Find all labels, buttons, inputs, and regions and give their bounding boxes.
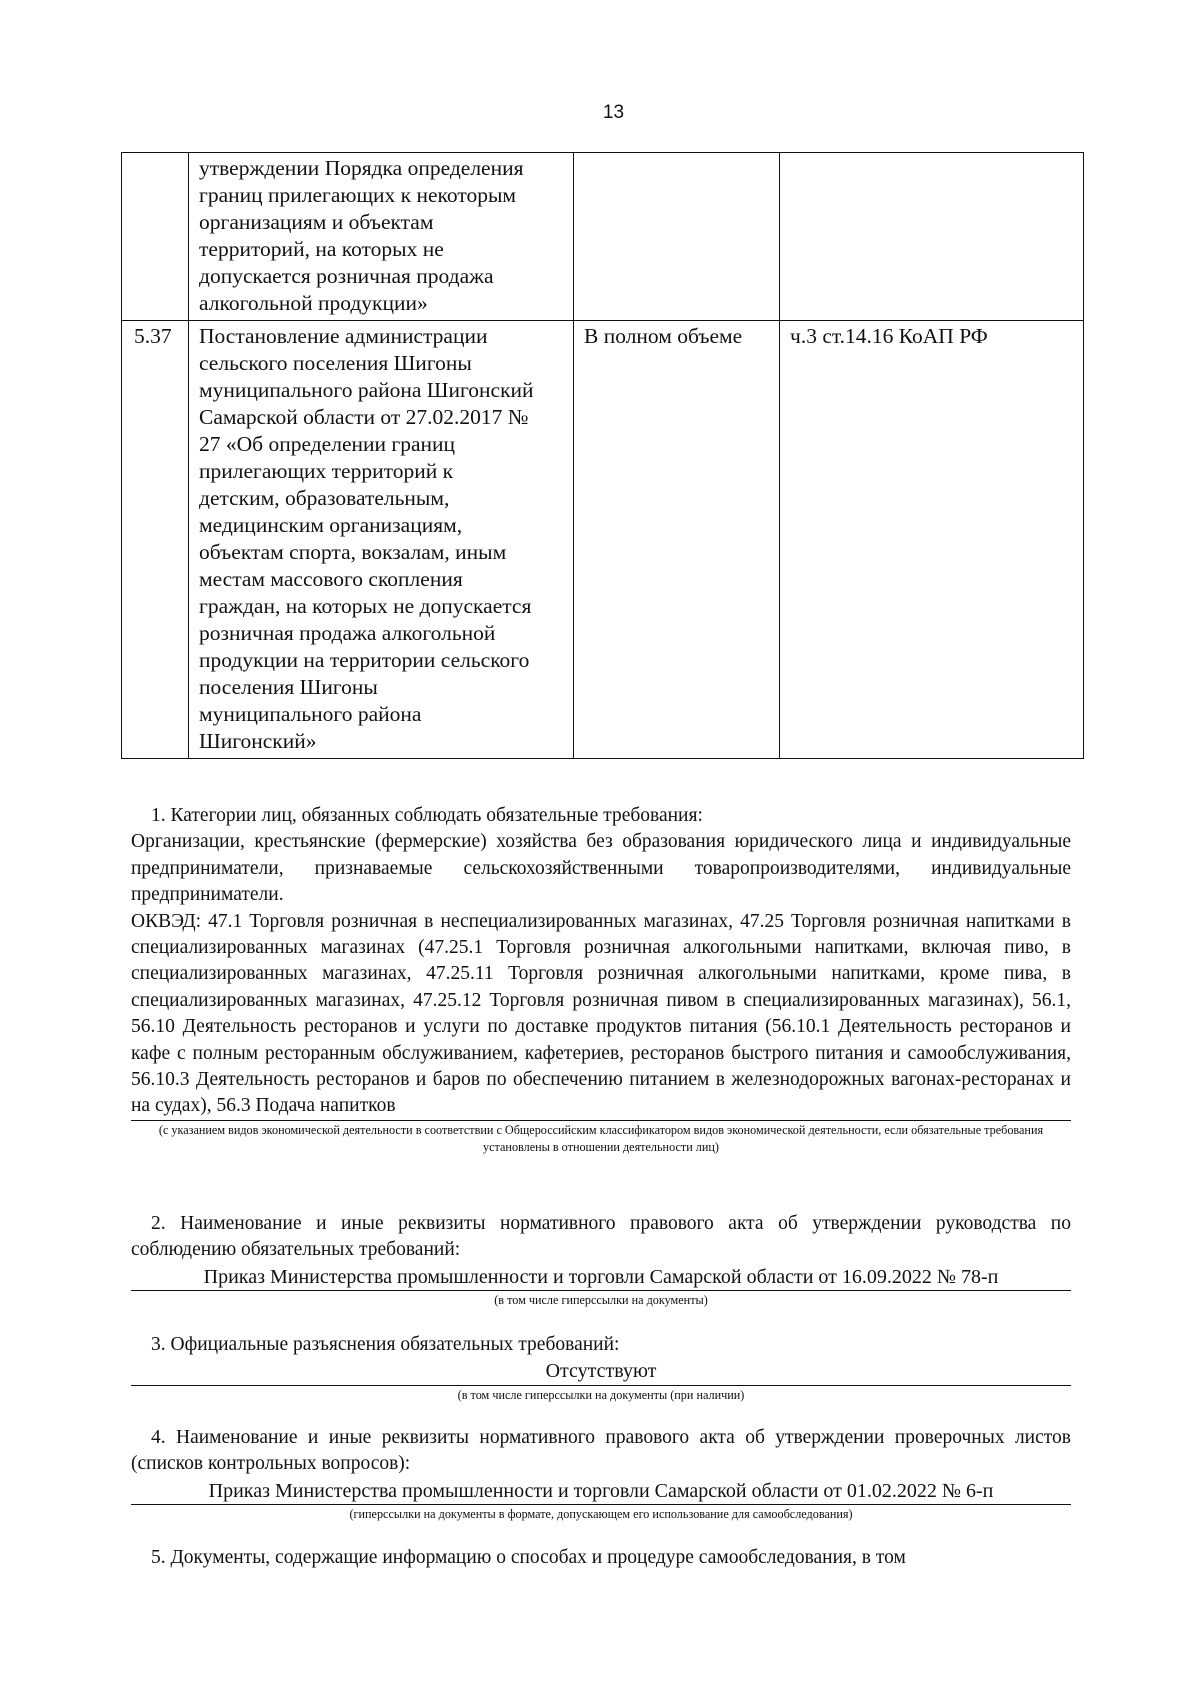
legal-act-line: детским, образовательным, (199, 486, 450, 510)
page-number: 13 (602, 102, 625, 123)
legal-act-line: продукции на территории сельского (199, 648, 530, 672)
row-number: 5.37 (122, 321, 189, 759)
legal-act-line: Шигонский» (199, 729, 317, 753)
section-4 (131, 1425, 1071, 1523)
legal-act-line: границ прилегающих к некоторым (199, 183, 516, 207)
table-row (122, 321, 1084, 759)
liability-cell: ч.3 ст.14.16 КоАП РФ (780, 321, 1084, 759)
legal-act-line: прилегающих территорий к (199, 459, 454, 483)
legal-act-cell (189, 321, 574, 759)
section-4-value: Приказ Министерства промышленности и торговли Самарской области от 01.02.2022 № 6-п (131, 1478, 1071, 1505)
section-3-heading: 3. Официальные разъяснения обязательных требований: (151, 1334, 620, 1355)
legal-act-line: организациям и объектам (199, 210, 434, 234)
legal-act-line: утверждении Порядка определения (199, 156, 524, 180)
section-5 (131, 1545, 1071, 1571)
scope-cell: В полном объеме (574, 321, 780, 759)
legal-act-line: 27 «Об определении границ (199, 432, 456, 456)
legal-act-line: граждан, на которых не допускается (199, 594, 532, 618)
section-1-heading: 1. Категории лиц, обязанных соблюдать обязательные требования: (151, 805, 703, 826)
section-4-heading: 4. Наименование и иные реквизиты нормативного правового акта об утверждении проверочных листов (списков контрольных вопросов): (131, 1427, 1071, 1475)
row-number (122, 153, 189, 321)
legal-act-line: медицинским организациям, (199, 513, 463, 537)
legal-act-line: объектам спорта, вокзалам, иным (199, 540, 507, 564)
legal-act-line: розничная продажа алкогольной (199, 621, 496, 645)
requirements-table (121, 152, 1084, 759)
section-5-heading: 5. Документы, содержащие информацию о способах и процедуре самообследования, в том (151, 1547, 906, 1568)
section-3 (131, 1332, 1071, 1404)
legal-act-line: сельского поселения Шигоны (199, 351, 472, 375)
table-row (122, 153, 1084, 321)
section-2-heading: 2. Наименование и иные реквизиты нормативного правового акта об утверждении руководства по соблюдению обязательных требований: (131, 1213, 1071, 1261)
legal-act-line: местам массового скопления (199, 567, 463, 591)
legal-act-cell (189, 153, 574, 321)
liability-cell (780, 153, 1084, 321)
persons-categories: Организации, крестьянские (фермерские) хозяйства без образования юридического лица и индивидуальные предприниматели, признаваемые сельскохозяйственными товаропроизводителями, индивидуальные предприниматели. (131, 831, 1071, 906)
section-1-filled-value (131, 829, 1071, 1120)
section-1 (131, 803, 1071, 1156)
section-3-value: Отсутствуют (131, 1358, 1071, 1385)
section-1-note: (с указанием видов экономической деятельности в соответствии с Общероссийским классификатором видов экономической деятельности, если обязательные требования установлены в отношении деятельности лиц) (158, 1122, 1044, 1154)
section-2-note: (в том числе гиперссылки на документы) (494, 1293, 708, 1308)
legal-act-line: Самарской области от 27.02.2017 № (199, 405, 529, 429)
legal-act-line: муниципального района (199, 702, 422, 726)
section-2-value: Приказ Министерства промышленности и торговли Самарской области от 16.09.2022 № 78-п (131, 1264, 1071, 1291)
legal-act-line: Постановление администрации (199, 324, 488, 348)
legal-act-line: алкогольной продукции» (199, 291, 428, 315)
legal-act-line: территорий, на которых не (199, 237, 444, 261)
section-4-note: (гиперссылки на документы в формате, допускающем его использование для самообследования) (349, 1507, 853, 1522)
legal-act-line: поселения Шигоны (199, 675, 378, 699)
scope-cell (574, 153, 780, 321)
legal-act-line: муниципального района Шигонский (199, 378, 534, 402)
legal-act-line: допускается розничная продажа (199, 264, 494, 288)
okved-codes: ОКВЭД: 47.1 Торговля розничная в неспециализированных магазинах, 47.25 Торговля розничная напитками в специализированных магазинах (47.25.1 Торговля розничная алкогольными напитками, включая пиво, в специализированных магазинах, 47.25.11 Торговля розничная алкогольными напитками, кроме пива, в специализированных магазинах, 47.25.12 Торговля розничная пивом в специализированных магазинах), 56.1, 56.10 Деятельность ресторанов и услуги по доставке продуктов питания (56.10.1 Деятельность ресторанов и кафе с полным ресторанным обслуживанием, кафетериев, ресторанов быстрого питания и самообслуживания, 56.10.3 Деятельность ресторанов и баров по обеспечению питанием в железнодорожных вагонах-ресторанах и на судах), 56.3 Подача напитков (131, 910, 1071, 1117)
section-3-note: (в том числе гиперссылки на документы (при наличии) (457, 1387, 745, 1402)
section-2 (131, 1211, 1071, 1309)
